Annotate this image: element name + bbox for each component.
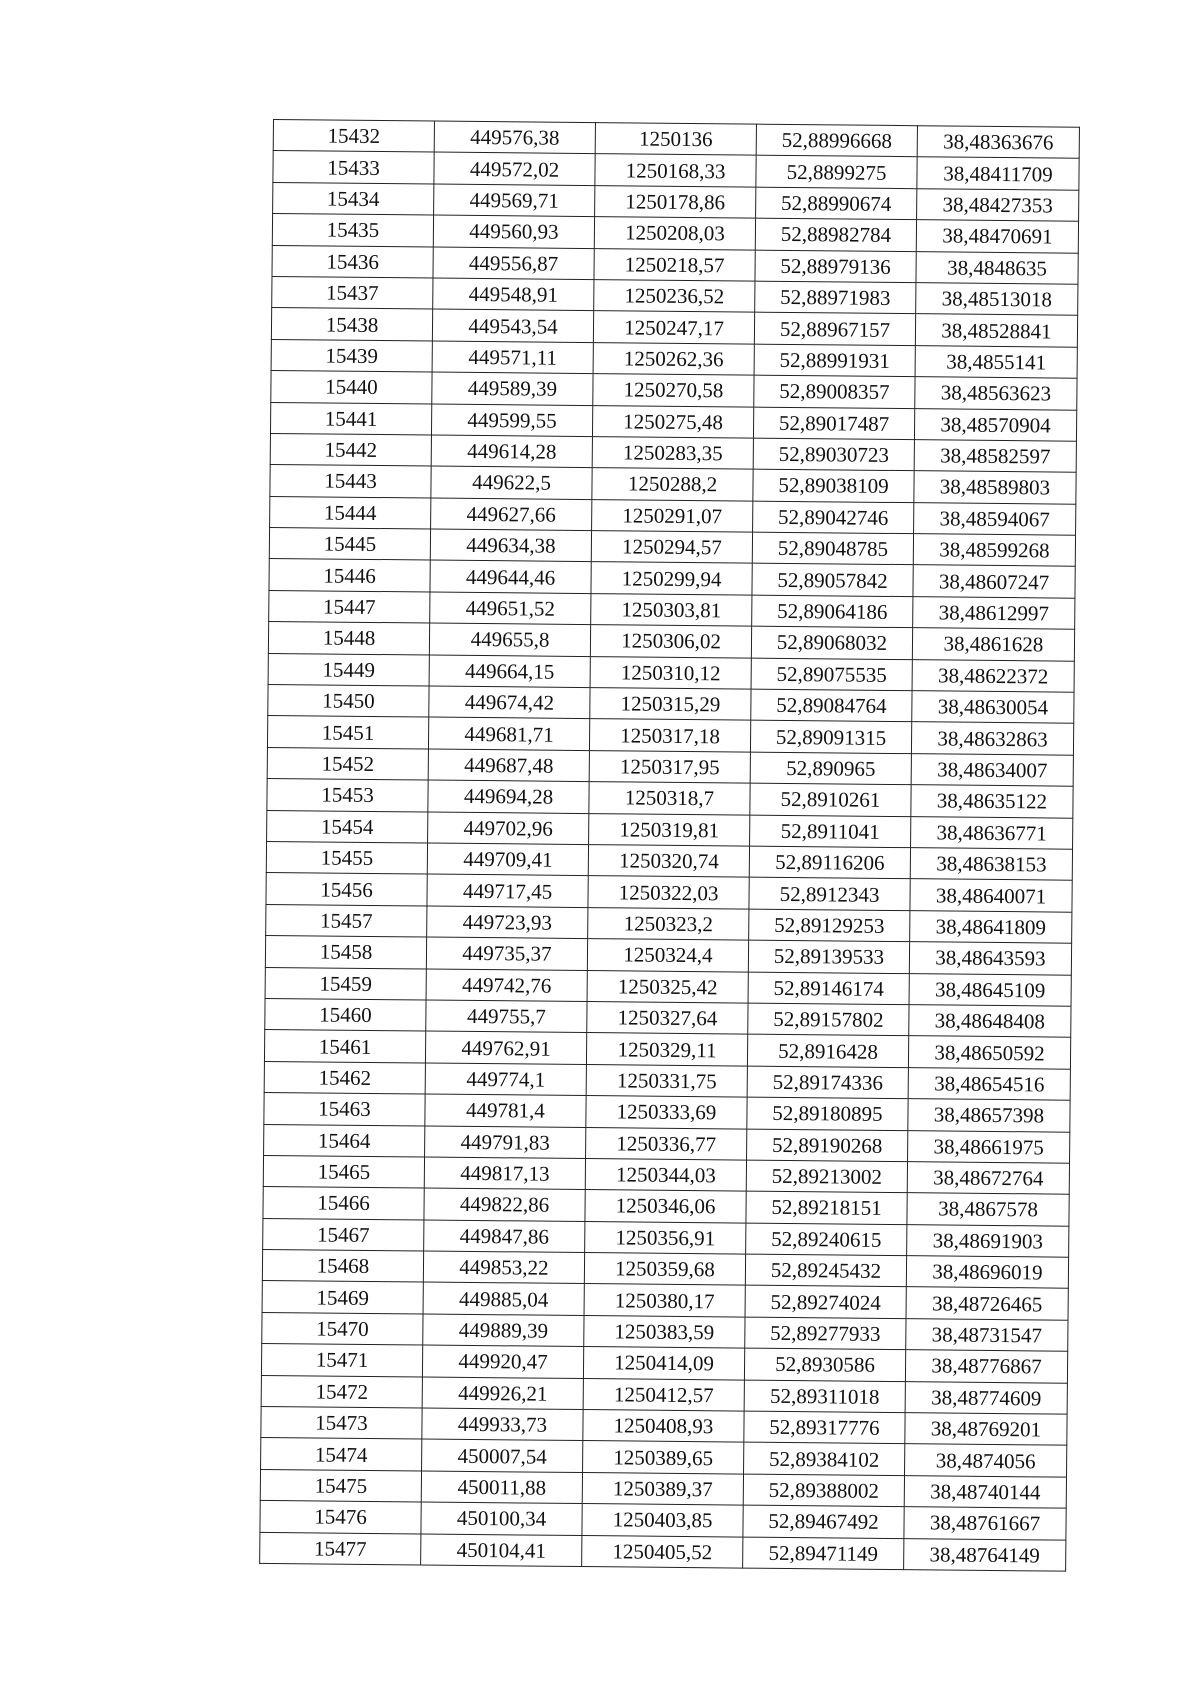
point-number-cell: 15438	[271, 308, 432, 341]
longitude-cell: 38,48635122	[911, 785, 1073, 818]
longitude-cell: 38,4848635	[916, 251, 1078, 284]
longitude-cell: 38,48657398	[908, 1099, 1070, 1132]
point-number-cell: 15475	[260, 1469, 421, 1502]
longitude-cell: 38,48599268	[913, 534, 1075, 567]
y-coordinate-cell: 1250380,17	[584, 1284, 745, 1317]
latitude-cell: 52,89274024	[745, 1286, 906, 1319]
point-number-cell: 15472	[261, 1375, 422, 1408]
longitude-cell: 38,4861628	[912, 628, 1074, 661]
point-number-cell: 15476	[260, 1501, 421, 1534]
longitude-cell: 38,48650592	[908, 1036, 1070, 1069]
longitude-cell: 38,48731547	[906, 1318, 1068, 1351]
x-coordinate-cell: 449853,22	[423, 1251, 584, 1284]
latitude-cell: 52,89317776	[744, 1411, 905, 1444]
x-coordinate-cell: 449926,21	[422, 1377, 583, 1410]
y-coordinate-cell: 1250412,57	[583, 1378, 744, 1411]
longitude-cell: 38,48589803	[914, 471, 1076, 504]
x-coordinate-cell: 449920,47	[422, 1345, 583, 1378]
point-number-cell: 15458	[265, 936, 426, 969]
x-coordinate-cell: 449556,87	[433, 247, 594, 280]
point-number-cell: 15433	[273, 151, 434, 184]
longitude-cell: 38,48582597	[914, 440, 1076, 473]
latitude-cell: 52,89116206	[749, 846, 910, 879]
latitude-cell: 52,89213002	[746, 1160, 907, 1193]
latitude-cell: 52,89218151	[746, 1191, 907, 1224]
y-coordinate-cell: 1250414,09	[583, 1347, 744, 1380]
x-coordinate-cell: 450007,54	[422, 1439, 583, 1472]
x-coordinate-cell: 449576,38	[434, 121, 595, 154]
point-number-cell: 15470	[262, 1312, 423, 1345]
x-coordinate-cell: 449723,93	[427, 906, 588, 939]
y-coordinate-cell: 1250344,03	[585, 1158, 746, 1191]
y-coordinate-cell: 1250403,85	[582, 1504, 743, 1537]
coordinate-table-body	[260, 120, 1080, 1572]
y-coordinate-cell: 1250331,75	[586, 1064, 747, 1097]
x-coordinate-cell: 449933,73	[422, 1408, 583, 1441]
point-number-cell: 15447	[269, 590, 430, 623]
longitude-cell: 38,48774609	[905, 1381, 1067, 1414]
point-number-cell: 15462	[264, 1061, 425, 1094]
longitude-cell: 38,48643593	[909, 942, 1071, 975]
point-number-cell: 15437	[272, 276, 433, 309]
longitude-cell: 38,4867578	[907, 1193, 1069, 1226]
x-coordinate-cell: 449735,37	[426, 937, 587, 970]
y-coordinate-cell: 1250178,86	[595, 185, 756, 218]
latitude-cell: 52,890965	[750, 752, 911, 785]
longitude-cell: 38,48648408	[909, 1005, 1071, 1038]
point-number-cell: 15453	[267, 779, 428, 812]
y-coordinate-cell: 1250327,64	[587, 1001, 748, 1034]
latitude-cell: 52,88991931	[754, 344, 915, 377]
y-coordinate-cell: 1250359,68	[584, 1253, 745, 1286]
x-coordinate-cell: 449572,02	[434, 152, 595, 185]
latitude-cell: 52,88979136	[755, 250, 916, 283]
point-number-cell: 15450	[268, 685, 429, 718]
longitude-cell: 38,48761667	[904, 1507, 1066, 1540]
y-coordinate-cell: 1250317,18	[589, 719, 750, 752]
point-number-cell: 15444	[270, 496, 431, 529]
y-coordinate-cell: 1250315,29	[590, 688, 751, 721]
latitude-cell: 52,89190268	[747, 1129, 908, 1162]
latitude-cell: 52,8930586	[744, 1348, 905, 1381]
x-coordinate-cell: 449681,71	[428, 717, 589, 750]
x-coordinate-cell: 449889,39	[423, 1314, 584, 1347]
longitude-cell: 38,48632863	[911, 722, 1073, 755]
point-number-cell: 15442	[270, 433, 431, 466]
latitude-cell: 52,88996668	[756, 124, 917, 157]
longitude-cell: 38,48696019	[906, 1256, 1068, 1289]
x-coordinate-cell: 449548,91	[433, 278, 594, 311]
point-number-cell: 15463	[264, 1093, 425, 1126]
x-coordinate-cell: 449599,55	[431, 404, 592, 437]
latitude-cell: 52,89180895	[747, 1097, 908, 1130]
longitude-cell: 38,48726465	[906, 1287, 1068, 1320]
longitude-cell: 38,48622372	[912, 659, 1074, 692]
point-number-cell: 15434	[273, 182, 434, 215]
latitude-cell: 52,89311018	[744, 1380, 905, 1413]
x-coordinate-cell: 449569,71	[434, 184, 595, 217]
longitude-cell: 38,48640071	[910, 879, 1072, 912]
x-coordinate-cell: 450100,34	[421, 1502, 582, 1535]
y-coordinate-cell: 1250136	[595, 123, 756, 156]
longitude-cell: 38,48570904	[914, 408, 1076, 441]
latitude-cell: 52,89091315	[750, 721, 911, 754]
y-coordinate-cell: 1250389,65	[583, 1441, 744, 1474]
y-coordinate-cell: 1250291,07	[592, 499, 753, 532]
y-coordinate-cell: 1250270,58	[593, 374, 754, 407]
x-coordinate-cell: 449762,91	[425, 1031, 586, 1064]
y-coordinate-cell: 1250389,37	[582, 1472, 743, 1505]
latitude-cell: 52,8916428	[747, 1034, 908, 1067]
longitude-cell: 38,48672764	[907, 1162, 1069, 1195]
y-coordinate-cell: 1250236,52	[594, 280, 755, 313]
y-coordinate-cell: 1250168,33	[595, 154, 756, 187]
coordinate-table	[259, 119, 1080, 1572]
point-number-cell: 15449	[268, 653, 429, 686]
latitude-cell: 52,89157802	[748, 1003, 909, 1036]
point-number-cell: 15471	[261, 1344, 422, 1377]
y-coordinate-cell: 1250323,2	[588, 907, 749, 940]
latitude-cell: 52,89017487	[753, 407, 914, 440]
longitude-cell: 38,48563623	[915, 377, 1077, 410]
latitude-cell: 52,89008357	[754, 375, 915, 408]
longitude-cell: 38,4855141	[915, 345, 1077, 378]
point-number-cell: 15446	[269, 559, 430, 592]
x-coordinate-cell: 449634,38	[430, 529, 591, 562]
longitude-cell: 38,48411709	[917, 157, 1079, 190]
y-coordinate-cell: 1250325,42	[587, 970, 748, 1003]
longitude-cell: 38,48607247	[913, 565, 1075, 598]
longitude-cell: 38,48691903	[907, 1224, 1069, 1257]
latitude-cell: 52,89042746	[753, 501, 914, 534]
x-coordinate-cell: 449687,48	[428, 749, 589, 782]
x-coordinate-cell: 449702,96	[428, 812, 589, 845]
latitude-cell: 52,8910261	[750, 783, 911, 816]
y-coordinate-cell: 1250275,48	[592, 405, 753, 438]
latitude-cell: 52,88990674	[756, 187, 917, 220]
x-coordinate-cell: 449742,76	[426, 969, 587, 1002]
x-coordinate-cell: 449885,04	[423, 1282, 584, 1315]
point-number-cell: 15432	[273, 120, 434, 153]
point-number-cell: 15457	[266, 904, 427, 937]
y-coordinate-cell: 1250288,2	[592, 468, 753, 501]
y-coordinate-cell: 1250317,95	[589, 750, 750, 783]
point-number-cell: 15441	[270, 402, 431, 435]
point-number-cell: 15448	[268, 622, 429, 655]
x-coordinate-cell: 449709,41	[427, 843, 588, 876]
longitude-cell: 38,48769201	[905, 1413, 1067, 1446]
y-coordinate-cell: 1250356,91	[585, 1221, 746, 1254]
point-number-cell: 15435	[272, 214, 433, 247]
x-coordinate-cell: 449560,93	[433, 215, 594, 248]
y-coordinate-cell: 1250318,7	[589, 782, 750, 815]
longitude-cell: 38,48661975	[908, 1130, 1070, 1163]
latitude-cell: 52,89075535	[751, 658, 912, 691]
longitude-cell: 38,4874056	[905, 1444, 1067, 1477]
longitude-cell: 38,48363676	[917, 126, 1079, 159]
latitude-cell: 52,89245432	[745, 1254, 906, 1287]
x-coordinate-cell: 449589,39	[432, 372, 593, 405]
latitude-cell: 52,89048785	[752, 532, 913, 565]
longitude-cell: 38,48638153	[910, 848, 1072, 881]
y-coordinate-cell: 1250346,06	[585, 1190, 746, 1223]
latitude-cell: 52,89129253	[749, 909, 910, 942]
longitude-cell: 38,48645109	[909, 973, 1071, 1006]
y-coordinate-cell: 1250322,03	[588, 876, 749, 909]
point-number-cell: 15451	[267, 716, 428, 749]
y-coordinate-cell: 1250247,17	[593, 311, 754, 344]
x-coordinate-cell: 449571,11	[432, 341, 593, 374]
y-coordinate-cell: 1250333,69	[586, 1096, 747, 1129]
latitude-cell: 52,89068032	[751, 626, 912, 659]
x-coordinate-cell: 449817,13	[424, 1157, 585, 1190]
longitude-cell: 38,48641809	[910, 910, 1072, 943]
y-coordinate-cell: 1250324,4	[587, 939, 748, 972]
x-coordinate-cell: 450104,41	[421, 1534, 582, 1567]
latitude-cell: 52,89064186	[752, 595, 913, 628]
point-number-cell: 15465	[263, 1155, 424, 1188]
latitude-cell: 52,89139533	[748, 940, 909, 973]
y-coordinate-cell: 1250319,81	[589, 813, 750, 846]
y-coordinate-cell: 1250294,57	[591, 531, 752, 564]
y-coordinate-cell: 1250299,94	[591, 562, 752, 595]
latitude-cell: 52,88967157	[754, 312, 915, 345]
longitude-cell: 38,48654516	[908, 1067, 1070, 1100]
y-coordinate-cell: 1250283,35	[592, 436, 753, 469]
y-coordinate-cell: 1250408,93	[583, 1410, 744, 1443]
latitude-cell: 52,89388002	[743, 1474, 904, 1507]
y-coordinate-cell: 1250218,57	[594, 248, 755, 281]
point-number-cell: 15469	[262, 1281, 423, 1314]
x-coordinate-cell: 449622,5	[431, 466, 592, 499]
latitude-cell: 52,89277933	[745, 1317, 906, 1350]
latitude-cell: 52,89084764	[751, 689, 912, 722]
point-number-cell: 15436	[272, 245, 433, 278]
latitude-cell: 52,8899275	[756, 156, 917, 189]
point-number-cell: 15440	[271, 371, 432, 404]
x-coordinate-cell: 449644,46	[430, 560, 591, 593]
x-coordinate-cell: 449543,54	[432, 309, 593, 342]
point-number-cell: 15455	[266, 841, 427, 874]
y-coordinate-cell: 1250306,02	[590, 625, 751, 658]
longitude-cell: 38,48513018	[916, 283, 1078, 316]
point-number-cell: 15477	[260, 1532, 421, 1565]
x-coordinate-cell: 450011,88	[421, 1471, 582, 1504]
longitude-cell: 38,48630054	[912, 691, 1074, 724]
latitude-cell: 52,88982784	[755, 218, 916, 251]
point-number-cell: 15474	[261, 1438, 422, 1471]
point-number-cell: 15459	[265, 967, 426, 1000]
point-number-cell: 15454	[267, 810, 428, 843]
y-coordinate-cell: 1250262,36	[593, 342, 754, 375]
latitude-cell: 52,88971983	[755, 281, 916, 314]
y-coordinate-cell: 1250336,77	[586, 1127, 747, 1160]
latitude-cell: 52,89240615	[746, 1223, 907, 1256]
latitude-cell: 52,89174336	[747, 1066, 908, 1099]
latitude-cell: 52,8911041	[750, 815, 911, 848]
longitude-cell: 38,48636771	[911, 816, 1073, 849]
latitude-cell: 52,89057842	[752, 564, 913, 597]
latitude-cell: 52,89038109	[753, 469, 914, 502]
latitude-cell: 52,89030723	[753, 438, 914, 471]
point-number-cell: 15439	[271, 339, 432, 372]
latitude-cell: 52,8912343	[749, 877, 910, 910]
longitude-cell: 38,48740144	[904, 1475, 1066, 1508]
y-coordinate-cell: 1250208,03	[594, 217, 755, 250]
x-coordinate-cell: 449694,28	[428, 780, 589, 813]
x-coordinate-cell: 449847,86	[424, 1220, 585, 1253]
x-coordinate-cell: 449781,4	[425, 1094, 586, 1127]
x-coordinate-cell: 449627,66	[431, 498, 592, 531]
point-number-cell: 15466	[263, 1187, 424, 1220]
y-coordinate-cell: 1250310,12	[590, 656, 751, 689]
longitude-cell: 38,48612997	[913, 597, 1075, 630]
longitude-cell: 38,48776867	[905, 1350, 1067, 1383]
y-coordinate-cell: 1250303,81	[591, 593, 752, 626]
x-coordinate-cell: 449774,1	[425, 1063, 586, 1096]
y-coordinate-cell: 1250383,59	[584, 1315, 745, 1348]
x-coordinate-cell: 449614,28	[431, 435, 592, 468]
latitude-cell: 52,89467492	[743, 1505, 904, 1538]
point-number-cell: 15467	[263, 1218, 424, 1251]
longitude-cell: 38,48594067	[914, 502, 1076, 535]
point-number-cell: 15460	[265, 998, 426, 1031]
x-coordinate-cell: 449674,42	[429, 686, 590, 719]
x-coordinate-cell: 449651,52	[430, 592, 591, 625]
longitude-cell: 38,48470691	[916, 220, 1078, 253]
longitude-cell: 38,48764149	[904, 1538, 1066, 1571]
point-number-cell: 15464	[264, 1124, 425, 1157]
latitude-cell: 52,89384102	[744, 1442, 905, 1475]
x-coordinate-cell: 449717,45	[427, 874, 588, 907]
longitude-cell: 38,48528841	[915, 314, 1077, 347]
point-number-cell: 15443	[270, 465, 431, 498]
point-number-cell: 15445	[269, 528, 430, 561]
x-coordinate-cell: 449822,86	[424, 1188, 585, 1221]
latitude-cell: 52,89146174	[748, 972, 909, 1005]
latitude-cell: 52,89471149	[743, 1537, 904, 1570]
point-number-cell: 15461	[264, 1030, 425, 1063]
point-number-cell: 15468	[262, 1250, 423, 1283]
x-coordinate-cell: 449664,15	[429, 655, 590, 688]
longitude-cell: 38,48634007	[911, 753, 1073, 786]
y-coordinate-cell: 1250329,11	[586, 1033, 747, 1066]
x-coordinate-cell: 449655,8	[429, 623, 590, 656]
y-coordinate-cell: 1250320,74	[588, 845, 749, 878]
y-coordinate-cell: 1250405,52	[582, 1535, 743, 1568]
point-number-cell: 15473	[261, 1406, 422, 1439]
x-coordinate-cell: 449791,83	[425, 1126, 586, 1159]
x-coordinate-cell: 449755,7	[426, 1000, 587, 1033]
point-number-cell: 15452	[267, 747, 428, 780]
longitude-cell: 38,48427353	[917, 188, 1079, 221]
point-number-cell: 15456	[266, 873, 427, 906]
